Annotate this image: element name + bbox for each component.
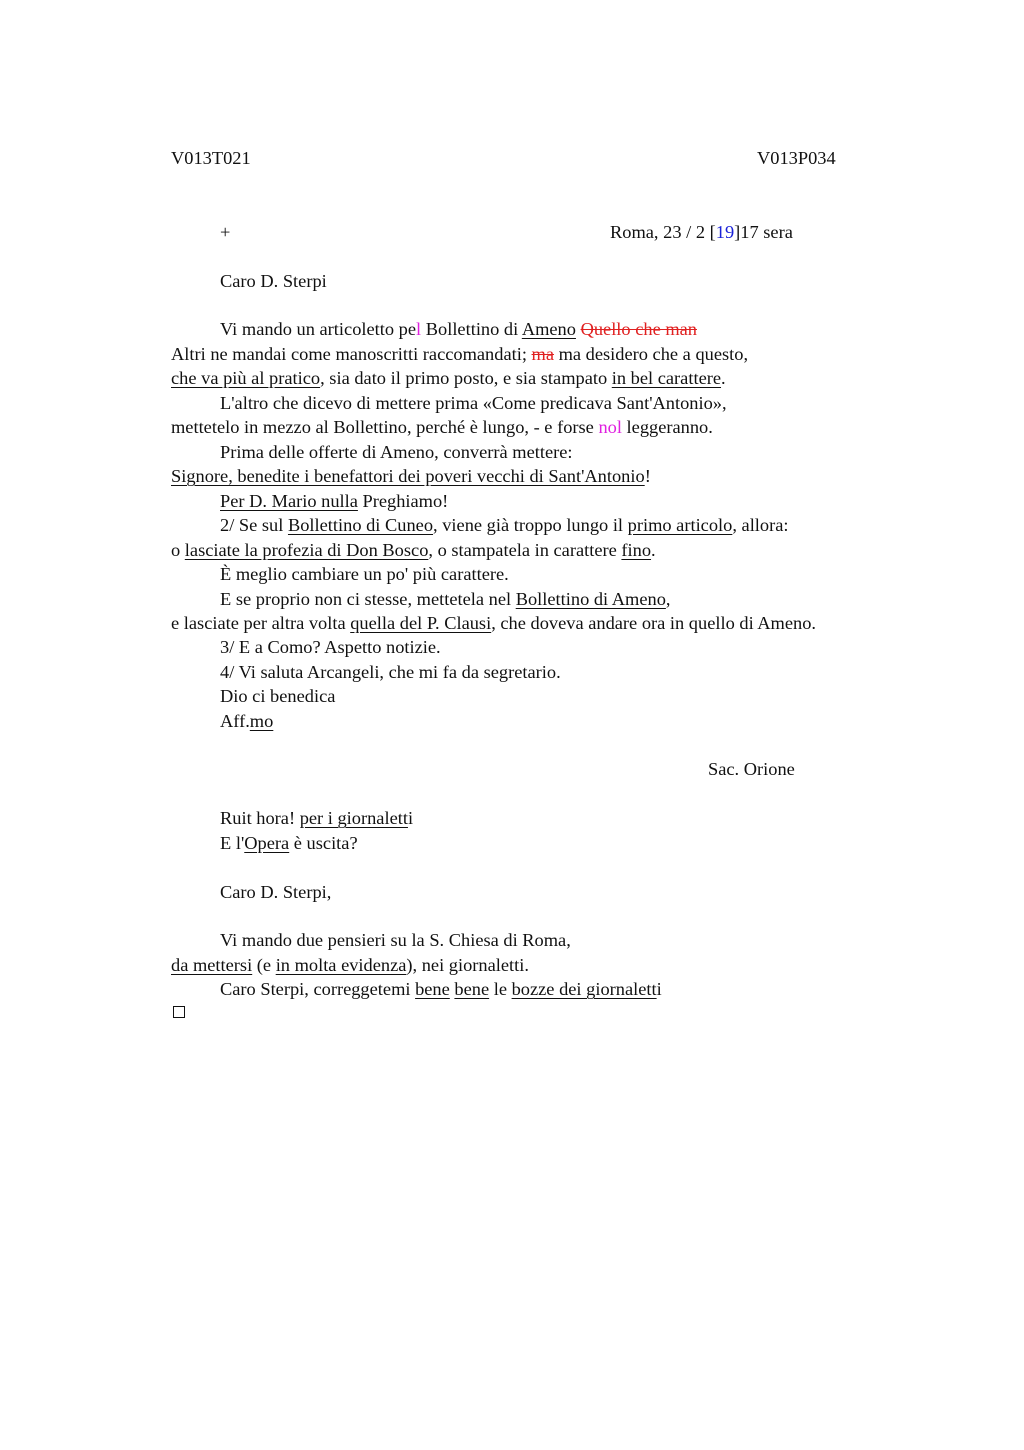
- postscript-salutation: Caro D. Sterpi,: [220, 882, 332, 902]
- postscript-line: Vi mando due pensieri su la S. Chiesa di Roma,: [220, 930, 571, 950]
- salutation: Caro D. Sterpi: [220, 271, 327, 291]
- postscript-line: da mettersi (e in molta evidenza), nei giornaletti.: [171, 955, 529, 975]
- postscript-line: Ruit hora! per i giornaletti: [220, 808, 414, 828]
- date-year-insert: 19: [715, 222, 735, 242]
- body-line: 3/ E a Como? Aspetto notizie.: [220, 637, 441, 657]
- body-line: Signore, benedite i benefattori dei poveri vecchi di Sant'Antonio!: [171, 466, 651, 486]
- body-line: mettetelo in mezzo al Bollettino, perché è lungo, - e forse nol leggeranno.: [171, 417, 713, 437]
- cross-mark: +: [220, 222, 231, 242]
- closing: Aff.mo: [220, 711, 274, 731]
- left-archive-code: V013T021: [171, 148, 251, 168]
- right-archive-code: V013P034: [757, 148, 836, 168]
- letter-date: Roma, 23 / 2 [19]17 sera: [610, 222, 793, 242]
- body-line: È meglio cambiare un po' più carattere.: [220, 564, 509, 584]
- postscript-line: E l'Opera è uscita?: [220, 833, 358, 853]
- body-line: Per D. Mario nulla Preghiamo!: [220, 491, 449, 511]
- body-line: 2/ Se sul Bollettino di Cuneo, viene già troppo lungo il primo articolo, allora:: [220, 515, 789, 535]
- end-square-icon: [173, 1006, 185, 1018]
- body-line: che va più al pratico, sia dato il primo posto, e sia stampato in bel carattere.: [171, 368, 726, 388]
- struck-text: ma: [531, 344, 554, 364]
- struck-text: Quello che man: [580, 319, 697, 339]
- body-line: 4/ Vi saluta Arcangeli, che mi fa da segretario.: [220, 662, 561, 682]
- body-line: e lasciate per altra volta quella del P. Clausi, che doveva andare ora in quello di Ameno.: [171, 613, 816, 633]
- body-line: Dio ci benedica: [220, 686, 336, 706]
- body-line: Altri ne mandai come manoscritti raccomandati; ma ma desidero che a questo,: [171, 344, 749, 364]
- postscript-line: Caro Sterpi, correggetemi bene bene le bozze dei giornaletti: [220, 979, 662, 999]
- body-line: Prima delle offerte di Ameno, converrà mettere:: [220, 442, 573, 462]
- body-line: o lasciate la profezia di Don Bosco, o stampatela in carattere fino.: [171, 540, 656, 560]
- body-line: E se proprio non ci stesse, mettetela nel Bollettino di Ameno,: [220, 589, 671, 609]
- body-line: Vi mando un articoletto pel Bollettino di Ameno Quello che man: [220, 319, 697, 339]
- signature: Sac. Orione: [708, 759, 795, 779]
- body-line: L'altro che dicevo di mettere prima «Come predicava Sant'Antonio»,: [220, 393, 727, 413]
